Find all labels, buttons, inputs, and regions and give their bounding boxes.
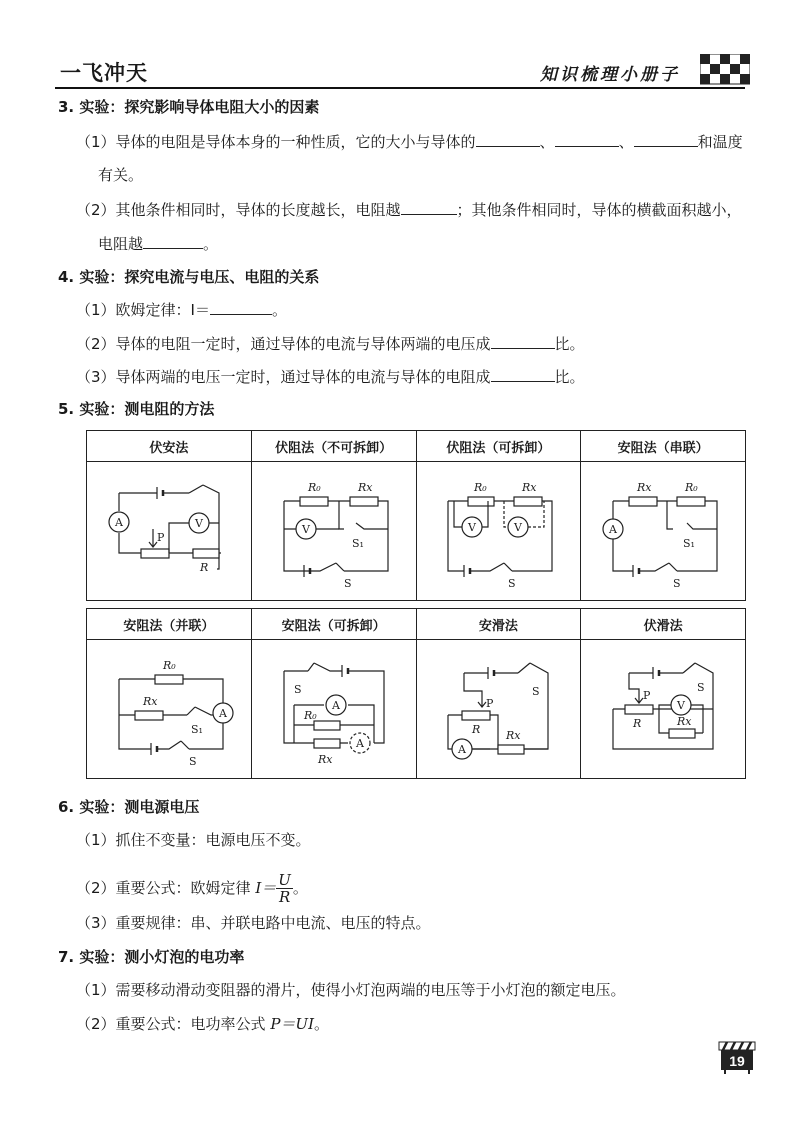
section-3-item-1 — [76, 130, 743, 153]
slider-label: P — [643, 689, 651, 702]
resistor-label: R — [633, 717, 642, 730]
page-number-badge — [717, 1040, 757, 1074]
method-heading: 伏阻法（不可拆卸） — [251, 431, 416, 462]
section-7-title: 7. 实验：测小灯泡的电功率 — [58, 948, 245, 966]
switch-s-label: S — [508, 577, 516, 590]
method-heading: 安阻法（串联） — [581, 431, 746, 462]
switch-s1-label: S₁ — [190, 723, 203, 736]
section-7-item-2 — [76, 1013, 329, 1035]
s4-p1a: （1）欧姆定律：I＝ — [76, 301, 210, 319]
blank — [401, 198, 457, 215]
methods-table — [86, 430, 746, 779]
circuit-voltammeter — [87, 462, 252, 601]
ammeter-label: A — [609, 523, 618, 536]
r0-label: R₀ — [162, 659, 176, 672]
section-3-item-2-cont — [98, 232, 218, 255]
section-4-item-2 — [76, 332, 585, 355]
s6-p2b: 。 — [292, 879, 308, 897]
fraction-denominator: R — [278, 888, 291, 906]
section-6-item-2 — [76, 872, 308, 905]
voltmeter-label: V — [514, 521, 523, 534]
switch-s-label: S — [697, 681, 705, 694]
switch-s1-label: S₁ — [683, 537, 696, 550]
s7-p2c: 。 — [314, 1015, 330, 1033]
rx-label: Rx — [357, 481, 373, 494]
s3-p1b: 和温度 — [697, 133, 743, 151]
table-spacer — [87, 601, 252, 609]
method-heading: 伏滑法 — [581, 609, 746, 640]
voltmeter-label: V — [677, 699, 686, 712]
resistor-label: R — [472, 723, 481, 736]
section-4-title: 4. 实验：探究电流与电压、电阻的关系 — [58, 268, 320, 286]
circuit-volt-resistor-detachable — [416, 462, 581, 601]
s3-p1c: 有关。 — [98, 166, 144, 184]
ohm-law-fraction — [276, 872, 293, 905]
section-4-item-1 — [76, 298, 287, 321]
rx-label: Rx — [506, 729, 521, 742]
s6-p3: （3）重要规律：串、并联电路中电流、电压的特点。 — [76, 914, 431, 932]
rx-label: Rx — [637, 481, 652, 494]
checker-decoration — [700, 54, 750, 88]
voltmeter-label: V — [194, 517, 203, 530]
s6-p2a: （2）重要公式：欧姆定律 — [76, 879, 256, 897]
switch-s-label: S — [673, 577, 681, 590]
s4-p1b: 。 — [271, 301, 287, 319]
method-heading: 安滑法 — [416, 609, 581, 640]
fraction-numerator: U — [278, 871, 291, 889]
section-6-title: 6. 实验：测电源电压 — [58, 798, 200, 816]
voltmeter-label: V — [468, 521, 477, 534]
table-spacer — [581, 601, 746, 609]
blank — [210, 298, 272, 315]
blank — [476, 130, 540, 147]
ammeter-label: A — [331, 699, 340, 712]
blank — [491, 332, 555, 349]
s7-p2-formula: P＝UI — [270, 1015, 314, 1033]
s7-p2a: （2）重要公式：电功率公式 — [76, 1015, 271, 1033]
s4-p3b: 比。 — [554, 368, 585, 386]
r0-label: R₀ — [685, 481, 698, 494]
rx-label: Rx — [677, 715, 692, 728]
section-3-item-2 — [76, 198, 742, 221]
r0-label: R₀ — [303, 709, 317, 722]
s3-p2c: 电阻越 — [98, 235, 144, 253]
circuit-amp-resistor-series — [581, 462, 746, 601]
s4-p3a: （3）导体两端的电压一定时，通过导体的电流与导体的电阻成 — [76, 368, 491, 386]
section-4-item-3 — [76, 365, 585, 388]
method-heading: 安阻法（并联） — [87, 609, 252, 640]
series-title: 一飞冲天 — [60, 60, 148, 85]
s3-p2b: ；其他条件相同时，导体的横截面积越小， — [456, 201, 742, 219]
blank — [634, 130, 698, 147]
switch-s-label: S — [293, 683, 302, 696]
s3-sep1: 、 — [539, 133, 555, 151]
s3-p2a: （2）其他条件相同时，导体的长度越长，电阻越 — [76, 201, 401, 219]
section-3-title: 3. 实验：探究影响导体电阻大小的因素 — [58, 98, 320, 116]
rx-label: Rx — [522, 481, 537, 494]
switch-s1-label: S₁ — [351, 537, 364, 550]
s3-sep2: 、 — [618, 133, 634, 151]
table-spacer — [251, 601, 416, 609]
r0-label: R₀ — [474, 481, 488, 494]
circuit-amp-resistor-detachable — [251, 640, 416, 779]
method-heading: 伏安法 — [87, 431, 252, 462]
blank — [143, 232, 203, 249]
circuit-amp-rheostat — [416, 640, 581, 779]
table-spacer — [416, 601, 581, 609]
booklet-title: 知识梳理小册子 — [540, 65, 680, 85]
section-5-title: 5. 实验：测电阻的方法 — [58, 400, 215, 418]
circuit-amp-resistor-parallel — [87, 640, 252, 779]
circuit-volt-rheostat — [581, 640, 746, 779]
blank — [555, 130, 619, 147]
s6-p2-lhs: I＝ — [255, 879, 277, 897]
rx-label: Rx — [317, 753, 333, 766]
switch-s-label: S — [188, 755, 197, 768]
resistor-label: R — [199, 561, 209, 574]
voltmeter-label: V — [301, 523, 310, 536]
method-heading: 伏阻法（可拆卸） — [416, 431, 581, 462]
slider-label: P — [156, 531, 165, 544]
page-number: 19 — [729, 1053, 745, 1069]
circuit-volt-resistor-fixed — [251, 462, 416, 601]
blank — [491, 365, 555, 382]
s3-p1a: （1）导体的电阻是导体本身的一种性质，它的大小与导体的 — [76, 133, 476, 151]
switch-s-label: S — [532, 685, 540, 698]
r0-label: R₀ — [307, 481, 321, 494]
s3-p2d: 。 — [203, 235, 219, 253]
switch-s-label: S — [343, 577, 352, 590]
slider-label: P — [486, 697, 494, 710]
s7-p1: （1）需要移动滑动变阻器的滑片，使得小灯泡两端的电压等于小灯泡的额定电压。 — [76, 981, 626, 999]
ammeter-label: A — [218, 707, 227, 720]
s6-p1: （1）抓住不变量：电源电压不变。 — [76, 831, 311, 849]
s4-p2a: （2）导体的电阻一定时，通过导体的电流与导体两端的电压成 — [76, 335, 491, 353]
header-rule — [55, 87, 745, 89]
ammeter-label: A — [458, 743, 467, 756]
ammeter-label: A — [355, 737, 364, 750]
s4-p2b: 比。 — [554, 335, 585, 353]
rx-label: Rx — [142, 695, 158, 708]
method-heading: 安阻法（可拆卸） — [251, 609, 416, 640]
ammeter-label: A — [114, 516, 123, 529]
